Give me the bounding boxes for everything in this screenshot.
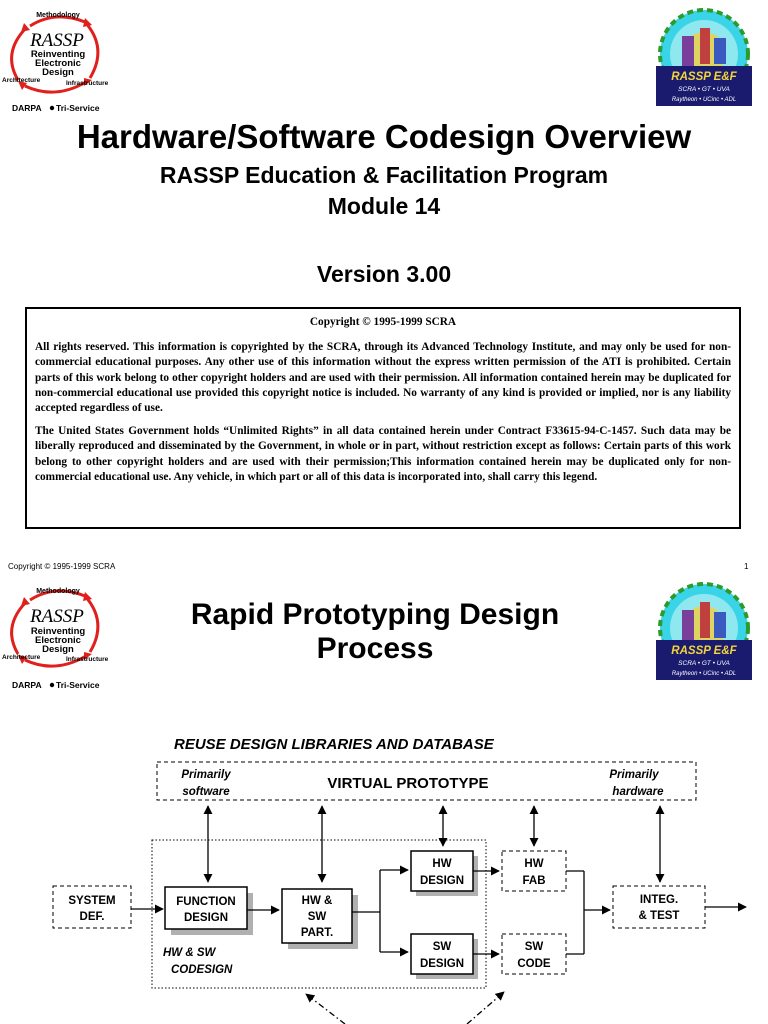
svg-text:Primarily: Primarily: [181, 769, 231, 781]
svg-text:FAB: FAB: [522, 875, 546, 887]
slide1-subtitle: RASSP Education & Facilitation Program: [159, 162, 609, 188]
virtual-prototype-label: VIRTUAL PROTOTYPE: [327, 775, 489, 792]
svg-text:SCRA • GT • UVA: SCRA • GT • UVA: [678, 660, 730, 667]
svg-text:Reinventing: Reinventing: [30, 626, 86, 637]
copyright-title: Copyright © 1995-1999 SCRA: [309, 316, 457, 328]
svg-text:Architecture: Architecture: [2, 77, 41, 84]
svg-text:Design: Design: [42, 644, 74, 655]
svg-text:Infrastructure: Infrastructure: [66, 80, 109, 87]
svg-text:Reinventing: Reinventing: [30, 49, 86, 60]
svg-text:Tri-Service: Tri-Service: [56, 680, 100, 690]
svg-text:Electronic: Electronic: [35, 58, 81, 69]
design-process-diagram: [0, 720, 768, 1024]
copyright-box: [25, 307, 741, 529]
svg-text:DARPA: DARPA: [12, 103, 42, 113]
svg-text:HW &: HW &: [301, 895, 333, 907]
footer-copyright: Copyright © 1995-1999 SCRA: [8, 562, 116, 571]
copyright-para2: The United States Government holds “Unlimited Rights” in all data contained herein under Contract F33615-94-C-1457. Such data may be liberally reproduced and disseminated by the Government, in whole or in part, without restriction except as follows: Certain parts of this work belong to other copyright holders and are used with their permission;This information contained herein may be duplicated only for non-commercial educational use. Any vehicle, in which part or all of this data is incorporated into, shall carry this legend.: [35, 425, 731, 483]
svg-text:software: software: [182, 786, 230, 798]
svg-text:Infrastructure: Infrastructure: [66, 656, 109, 663]
slide1-module: Module 14: [327, 193, 441, 219]
svg-text:DESIGN: DESIGN: [419, 958, 465, 970]
rassp-logo-top: [0, 8, 125, 116]
svg-text:RASSP E&F: RASSP E&F: [671, 645, 737, 657]
svg-text:Architecture: Architecture: [2, 654, 41, 661]
rassp-ef-logo-slide2: [652, 580, 756, 682]
svg-text:Primarily: Primarily: [609, 769, 659, 781]
svg-text:HW: HW: [524, 858, 544, 870]
svg-text:CODESIGN: CODESIGN: [171, 964, 233, 976]
rassp-logo-slide2: [0, 582, 125, 690]
logo-rassp: RASSP: [30, 30, 84, 51]
footer-page-number: 1: [744, 562, 749, 571]
svg-text:RASSP: RASSP: [30, 606, 84, 627]
svg-text:Design: Design: [42, 67, 74, 78]
svg-text:SW: SW: [432, 941, 452, 953]
svg-text:FUNCTION: FUNCTION: [176, 896, 236, 908]
svg-text:DESIGN: DESIGN: [419, 875, 465, 887]
svg-text:SYSTEM: SYSTEM: [68, 895, 116, 907]
svg-text:INTEG.: INTEG.: [639, 894, 679, 906]
logo-methodology: Methodology: [36, 12, 80, 19]
svg-text:DESIGN: DESIGN: [183, 912, 229, 924]
svg-text:& TEST: & TEST: [638, 910, 680, 922]
svg-text:Tri-Service: Tri-Service: [56, 103, 100, 113]
svg-text:DEF.: DEF.: [79, 911, 105, 923]
svg-text:Methodology: Methodology: [36, 588, 80, 595]
svg-text:Electronic: Electronic: [35, 635, 81, 646]
slide1-version: Version 3.00: [316, 261, 452, 287]
svg-text:HW & SW: HW & SW: [163, 947, 216, 959]
svg-text:hardware: hardware: [612, 786, 664, 798]
svg-text:SW: SW: [524, 941, 544, 953]
svg-text:Raytheon • UCinc • ADL: Raytheon • UCinc • ADL: [671, 671, 737, 677]
svg-text:RASSP E&F: RASSP E&F: [671, 71, 737, 83]
svg-text:SCRA • GT • UVA: SCRA • GT • UVA: [678, 86, 730, 93]
copyright-para1: All rights reserved. This information is copyrighted by the SCRA, through its Advanced Technology Institute, and may only be used for non-commercial educational purposes. Any other use of this information without the express written permission of the ATI is prohibited. Certain parts of this work belong to other copyright holders and are used with their permission. All information contained herein may be duplicated for non-commercial educational use provided this copyright notice is included. No warranty of any kind is provided or implied, nor is any liability accepted regardless of use.: [35, 341, 731, 415]
svg-text:CODE: CODE: [517, 958, 551, 970]
svg-text:PART.: PART.: [300, 927, 334, 939]
rassp-ef-logo-top: [652, 6, 756, 108]
svg-text:DARPA: DARPA: [12, 680, 42, 690]
svg-text:Raytheon • UCinc • ADL: Raytheon • UCinc • ADL: [671, 97, 737, 103]
slide2-title: Rapid Prototyping Design Process: [190, 598, 560, 665]
svg-text:SW: SW: [307, 911, 327, 923]
reuse-label: REUSE DESIGN LIBRARIES AND DATABASE: [174, 736, 494, 753]
slide1-title: Hardware/Software Codesign Overview: [76, 118, 692, 155]
svg-text:HW: HW: [432, 858, 452, 870]
